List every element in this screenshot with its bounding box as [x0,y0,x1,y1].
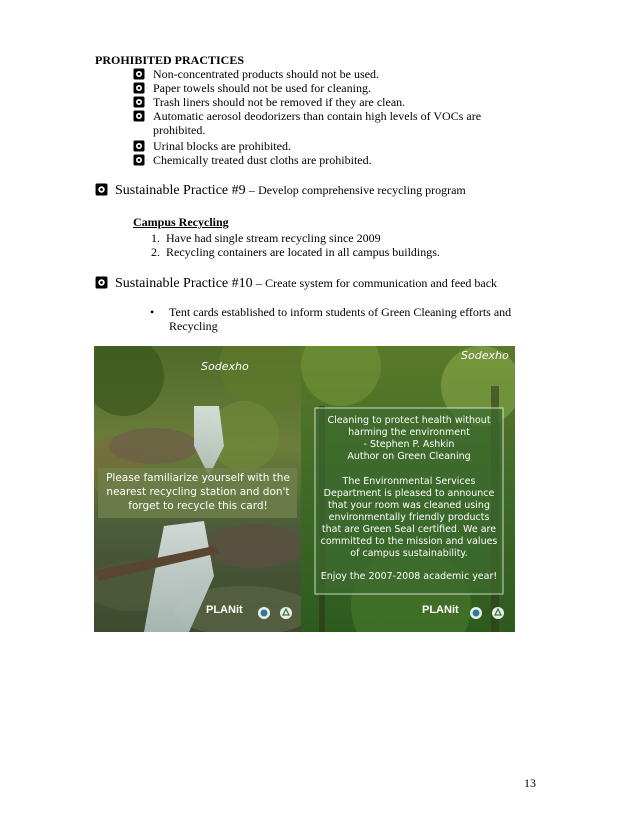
prohibited-item-text: Trash liners should not be removed if they are clean. [153,95,406,109]
recycle-bullet-icon [95,276,108,289]
sodexho-logo: Sodexho [461,349,509,362]
numbered-item: 2. Recycling containers are located in all campus buildings. [151,245,440,259]
recycle-bullet-icon [133,154,145,166]
practice-10-description: Create system for communication and feed back [265,276,498,290]
practice-10-bullet: • [150,305,155,319]
recycle-bullet-icon [133,68,145,80]
practice-10-dash: – [255,276,262,290]
prohibited-item-text: Paper towels should not be used for cleaning. [153,81,371,95]
campus-recycling-subheading: Campus Recycling [133,215,229,229]
page-number: 13 [524,776,536,790]
author-role: Author on Green Cleaning [347,451,471,462]
planit-logo: PLANit [206,604,243,616]
practice-9-dash: – [248,183,255,197]
recycle-bullet-icon [133,140,145,152]
recycle-badge-icon [491,606,505,620]
practice-9-description: Develop comprehensive recycling program [258,183,466,197]
numbered-item-text: Have had single stream recycling since 2009 [166,231,381,245]
recycle-bullet-icon [95,183,108,196]
prohibited-item-text: Non-concentrated products should not be used. [153,67,379,81]
recycle-bullet-icon [133,110,145,122]
green-seal-icon [469,606,483,620]
green-seal-icon [257,606,271,620]
numbered-item: 1. Have had single stream recycling since 2009 [151,231,381,245]
recycle-bullet-icon [133,82,145,94]
quote-attribution: - Stephen P. Ashkin [363,439,455,450]
numbered-item-text: Recycling containers are located in all campus buildings. [166,245,440,259]
practice-9-title: Sustainable Practice #9 [115,183,246,198]
practice-10-item: Tent cards established to inform students of Green Cleaning efforts and Recycling [169,305,512,333]
prohibited-item-text: Urinal blocks are prohibited. [153,139,291,153]
prohibited-item-text: Automatic aerosol deodorizers than contain high levels of VOCs are prohibited. [153,109,482,137]
sodexho-logo: Sodexho [201,360,249,373]
tent-card-recycling [94,346,301,632]
recycle-bullet-icon [133,96,145,108]
green-cleaning-quote: Cleaning to protect health without harming the environment [327,415,491,438]
prohibited-heading: PROHIBITED PRACTICES [95,53,245,67]
practice-10-title: Sustainable Practice #10 [115,276,253,291]
prohibited-item-text: Chemically treated dust cloths are prohibited. [153,153,372,167]
recycling-reminder: Please familiarize yourself with the nearest recycling station and don't forget to recycle this card! [106,472,290,512]
recycle-badge-icon [279,606,293,620]
academic-year-greeting: Enjoy the 2007-2008 academic year! [320,571,498,582]
tent-card-green-cleaning [301,346,515,632]
environmental-services-announcement: The Environmental Services Department is pleased to announce that your room was cleaned using environmentally friendly products that are Green Seal certified. We are committed to the mission and values of campus sustainability. [320,476,498,559]
planit-logo: PLANit [422,604,459,616]
